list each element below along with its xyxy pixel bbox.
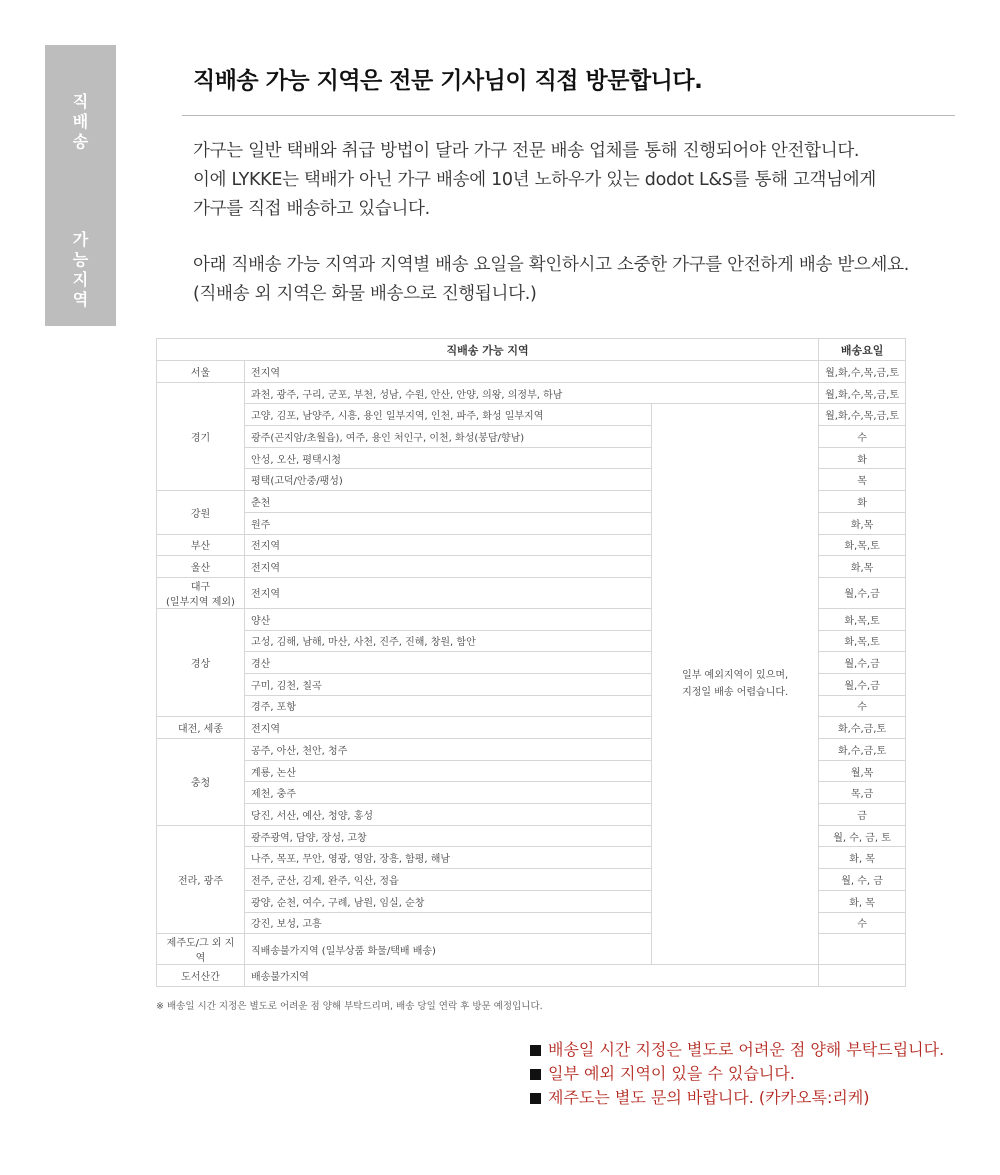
region-name: 대구 (190, 581, 211, 593)
days-cell: 월,목 (819, 760, 906, 782)
region-cell: 강원 (157, 491, 245, 534)
guide-paragraph (193, 251, 909, 309)
notice-item (530, 1062, 944, 1086)
note-line: 지정일 배송 어렵습니다. (682, 687, 789, 699)
days-cell: 화,수,금,토 (819, 739, 906, 761)
area-cell: 전지역 (245, 717, 652, 739)
delivery-area-table (156, 338, 906, 987)
region-cell: 도서산간 (157, 965, 245, 987)
region-cell: 울산 (157, 556, 245, 578)
area-cell: 광주광역, 담양, 장성, 고창 (245, 825, 652, 847)
area-cell: 당진, 서산, 예산, 청양, 홍성 (245, 804, 652, 826)
intro-line: 가구를 직접 배송하고 있습니다. (193, 199, 430, 219)
days-cell: 화,목,토 (819, 534, 906, 556)
side-tab-char: 송 (72, 132, 89, 151)
area-cell: 계룡, 논산 (245, 760, 652, 782)
notice-item (530, 1086, 944, 1110)
area-cell: 나주, 목포, 무안, 영광, 영암, 장흥, 함평, 해남 (245, 847, 652, 869)
days-cell: 월, 수, 금, 토 (819, 825, 906, 847)
section-side-tab (45, 45, 116, 326)
square-bullet-icon (530, 1045, 541, 1056)
guide-line: 아래 직배송 가능 지역과 지역별 배송 요일을 확인하시고 소중한 가구를 안전하게 배송 받으세요. (193, 255, 910, 275)
exception-note-cell (652, 404, 819, 965)
days-cell: 화, 목 (819, 847, 906, 869)
header-area: 직배송 가능 지역 (157, 339, 819, 361)
days-cell: 수 (819, 426, 906, 448)
days-cell: 화 (819, 447, 906, 469)
notice-text: 일부 예외 지역이 있을 수 있습니다. (548, 1064, 795, 1083)
days-cell: 화,목,토 (819, 608, 906, 630)
region-cell: 경상 (157, 608, 245, 716)
intro-line: 이에 LYKKE는 택배가 아닌 가구 배송에 10년 노하우가 있는 dodot L&S를 통해 고객님에게 (193, 170, 876, 190)
area-cell: 원주 (245, 512, 652, 534)
days-cell: 월,화,수,목,금,토 (819, 404, 906, 426)
region-cell: 충청 (157, 739, 245, 826)
area-cell: 전주, 군산, 김제, 완주, 익산, 정읍 (245, 869, 652, 891)
days-cell: 목 (819, 469, 906, 491)
area-cell: 배송불가지역 (245, 965, 819, 987)
table-footnote: ※ 배송일 시간 지정은 별도로 어려운 점 양해 부탁드리며, 배송 당일 연락 후 방문 예정입니다. (156, 1001, 543, 1012)
region-subnote: (일부지역 제외) (166, 596, 235, 608)
notice-item (530, 1038, 944, 1062)
days-cell: 수 (819, 912, 906, 934)
notice-list (530, 1038, 944, 1110)
intro-paragraph (193, 137, 876, 224)
area-cell: 평택(고덕/안중/팽성) (245, 469, 652, 491)
days-cell (819, 965, 906, 987)
side-tab-char: 지 (72, 270, 89, 289)
days-cell: 월,수,금 (819, 577, 906, 608)
area-cell: 전지역 (245, 577, 652, 608)
area-cell: 전지역 (245, 556, 652, 578)
intro-line: 가구는 일반 택배와 취급 방법이 달라 가구 전문 배송 업체를 통해 진행되어야 안전합니다. (193, 141, 860, 161)
area-cell: 고양, 김포, 남양주, 시흥, 용인 일부지역, 인천, 파주, 화성 일부지역 (245, 404, 652, 426)
days-cell (819, 934, 906, 965)
table-header-row (157, 339, 906, 361)
days-cell: 화, 목 (819, 890, 906, 912)
days-cell: 수 (819, 695, 906, 717)
days-cell: 금 (819, 804, 906, 826)
area-cell: 광양, 순천, 여수, 구례, 남원, 임실, 순창 (245, 890, 652, 912)
days-cell: 화,목,토 (819, 630, 906, 652)
area-cell: 광주(곤지암/초월읍), 여주, 용인 처인구, 이천, 화성(봉담/향남) (245, 426, 652, 448)
side-tab-char: 능 (72, 250, 89, 269)
header-days: 배송요일 (819, 339, 906, 361)
side-tab-char: 가 (72, 230, 89, 249)
region-cell: 제주도/그 외 지역 (157, 934, 245, 965)
area-cell: 직배송불가지역 (일부상품 화물/택배 배송) (245, 934, 819, 965)
days-cell: 월, 수, 금 (819, 869, 906, 891)
page-title: 직배송 가능 지역은 전문 기사님이 직접 방문합니다. (193, 68, 703, 94)
region-cell: 경기 (157, 382, 245, 490)
area-cell: 고성, 김해, 남해, 마산, 사천, 진주, 진해, 창원, 함안 (245, 630, 652, 652)
area-cell: 경주, 포항 (245, 695, 652, 717)
days-cell: 월,수,금 (819, 652, 906, 674)
area-cell: 춘천 (245, 491, 652, 513)
square-bullet-icon (530, 1069, 541, 1080)
notice-text: 제주도는 별도 문의 바랍니다. (카카오톡:리케) (548, 1088, 870, 1107)
days-cell: 화,수,금,토 (819, 717, 906, 739)
table-row (157, 934, 906, 965)
area-cell: 과천, 광주, 구리, 군포, 부천, 성남, 수원, 안산, 안양, 의왕, 의정부, 하남 (245, 382, 819, 404)
area-cell: 구미, 김천, 칠곡 (245, 673, 652, 695)
square-bullet-icon (530, 1093, 541, 1104)
area-cell: 경산 (245, 652, 652, 674)
side-tab-label-line2 (45, 230, 116, 310)
notice-text: 배송일 시간 지정은 별도로 어려운 점 양해 부탁드립니다. (548, 1040, 945, 1059)
region-cell: 부산 (157, 534, 245, 556)
area-cell: 양산 (245, 608, 652, 630)
region-cell: 서울 (157, 361, 245, 383)
table-row (157, 404, 906, 426)
days-cell: 목,금 (819, 782, 906, 804)
days-cell: 월,화,수,목,금,토 (819, 382, 906, 404)
days-cell: 월,화,수,목,금,토 (819, 361, 906, 383)
side-tab-char: 직 (72, 92, 89, 111)
guide-line: (직배송 외 지역은 화물 배송으로 진행됩니다.) (193, 284, 537, 304)
area-cell: 제천, 충주 (245, 782, 652, 804)
days-cell: 월,수,금 (819, 673, 906, 695)
table-row (157, 361, 906, 383)
title-divider (182, 115, 955, 116)
side-tab-char: 역 (72, 290, 89, 309)
region-cell: 대전, 세종 (157, 717, 245, 739)
area-cell: 전지역 (245, 534, 652, 556)
area-cell: 공주, 아산, 천안, 청주 (245, 739, 652, 761)
region-cell: 전라, 광주 (157, 825, 245, 933)
side-tab-char: 배 (72, 112, 89, 131)
table-row (157, 965, 906, 987)
region-cell (157, 577, 245, 608)
side-tab-label-line1 (45, 92, 116, 152)
area-cell: 전지역 (245, 361, 819, 383)
days-cell: 화 (819, 491, 906, 513)
table-row (157, 382, 906, 404)
area-cell: 안성, 오산, 평택시청 (245, 447, 652, 469)
area-cell: 강진, 보성, 고흥 (245, 912, 652, 934)
days-cell: 화,목 (819, 512, 906, 534)
days-cell: 화,목 (819, 556, 906, 578)
note-line: 일부 예외지역이 있으며, (682, 670, 789, 682)
